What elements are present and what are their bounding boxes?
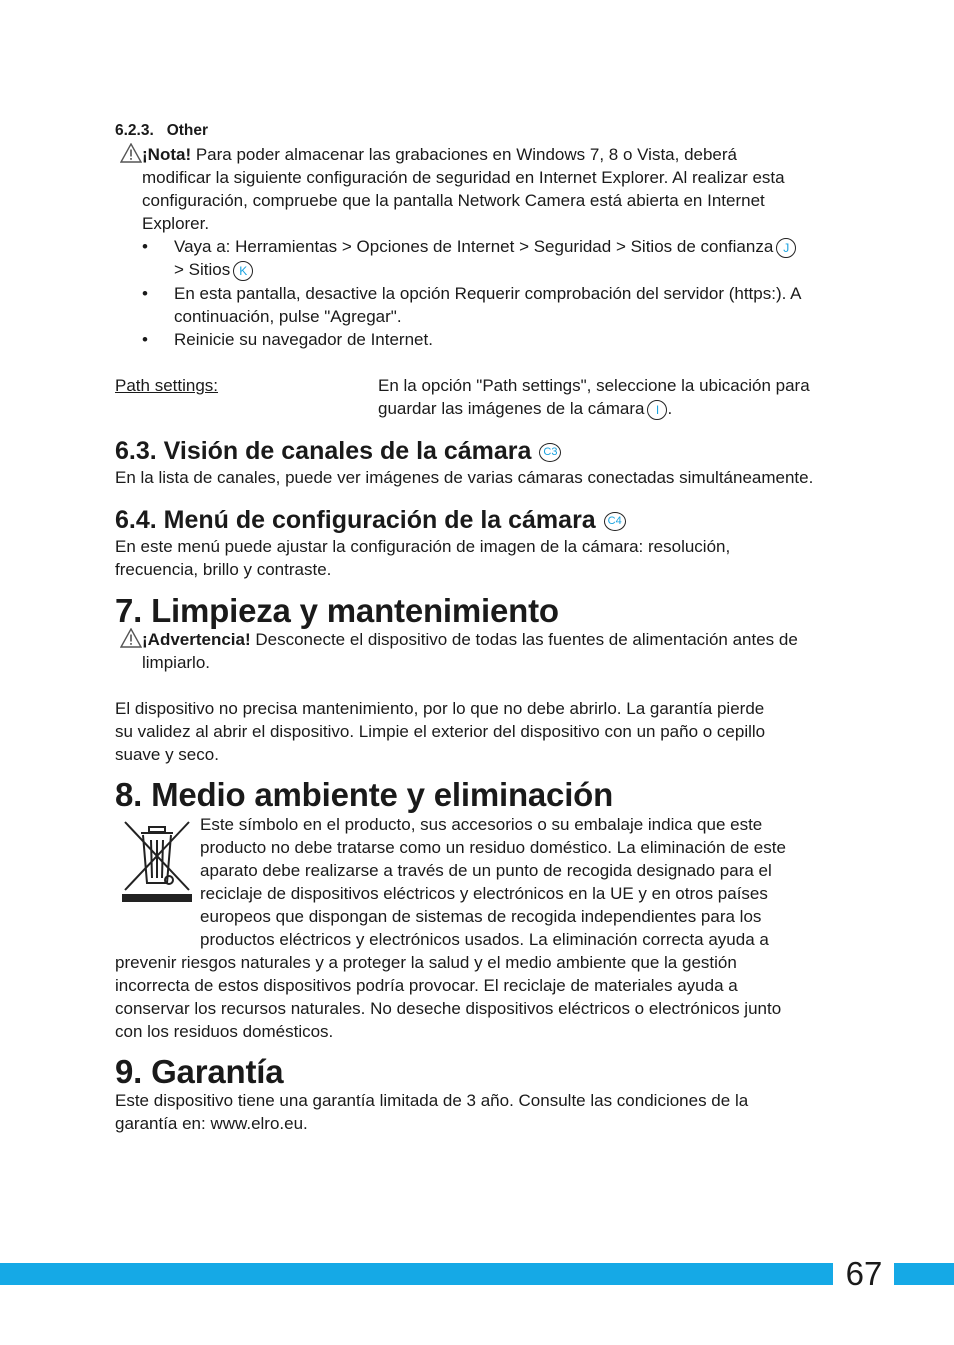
warning-label: ¡Advertencia! xyxy=(142,630,251,649)
section-paragraph: En la lista de canales, puede ver imágenes de varias cámaras conectadas simultáneamente. xyxy=(115,468,814,487)
paragraph-line: Este dispositivo tiene una garantía limitada de 3 año. Consulte las condiciones de la xyxy=(115,1091,749,1110)
figure-ref-badge: I xyxy=(647,400,667,420)
subsection-heading xyxy=(115,122,208,140)
figure-ref-badge: C3 xyxy=(539,443,561,462)
path-text: guardar las imágenes de la cámara xyxy=(378,399,645,418)
footer-bar-left xyxy=(0,1263,833,1285)
note-paragraph xyxy=(142,143,785,235)
note-text: Explorer. xyxy=(142,214,210,233)
warning-icon xyxy=(120,628,142,653)
paragraph-line: incorrecta de estos dispositivos podría provocar. El reciclaje de materiales ayuda a xyxy=(115,976,738,995)
warning-paragraph xyxy=(142,628,798,674)
list-item xyxy=(174,282,801,328)
list-item: Reinicie su navegador de Internet. xyxy=(174,330,433,349)
section-paragraph xyxy=(115,951,781,1043)
paragraph-line: producto no debe tratarse como un residuo doméstico. La eliminación de este xyxy=(200,838,786,857)
note-label: ¡Nota! xyxy=(142,145,192,164)
footer-bar-right xyxy=(894,1263,954,1285)
bullet: • xyxy=(142,284,148,303)
section-title: 6.4. Menú de configuración de la cámara xyxy=(115,506,596,534)
paragraph-line: prevenir riesgos naturales y a proteger la salud y el medio ambiente que la gestión xyxy=(115,953,737,972)
section-heading xyxy=(115,505,626,535)
chapter-heading: 7. Limpieza y mantenimiento xyxy=(115,592,559,629)
bullet: • xyxy=(142,237,148,256)
note-text: modificar la siguiente configuración de seguridad en Internet Explorer. Al realizar esta xyxy=(142,168,785,187)
section-heading xyxy=(115,436,561,466)
note-text: configuración, compruebe que la pantalla Network Camera está abierta en Internet xyxy=(142,191,765,210)
paragraph-line: aparato debe realizarse a través de un punto de recogida designado para el xyxy=(200,861,772,880)
note-text: Para poder almacenar las grabaciones en Windows 7, 8 o Vista, deberá xyxy=(191,145,738,164)
paragraph-line: productos eléctricos y electrónicos usados. La eliminación correcta ayuda a xyxy=(200,930,769,949)
section-paragraph xyxy=(200,813,786,951)
paragraph-line: reciclaje de dispositivos eléctricos y electrónicos en la UE y en otros países xyxy=(200,884,768,903)
weee-icon xyxy=(121,818,193,909)
page-number: 67 xyxy=(845,1255,883,1292)
paragraph-line: europeos que dispongan de sistemas de recogida independientes para los xyxy=(200,907,762,926)
warning-text: limpiarlo. xyxy=(142,653,211,672)
path-text: En la opción "Path settings", seleccione la ubicación para xyxy=(378,376,810,395)
figure-ref-badge: J xyxy=(776,238,796,258)
warning-text: Desconecte el dispositivo de todas las fuentes de alimentación antes de xyxy=(250,630,798,649)
paragraph-line: garantía en: www.elro.eu. xyxy=(115,1114,308,1133)
chapter-heading: 9. Garantía xyxy=(115,1053,284,1090)
path-text: . xyxy=(667,399,673,418)
list-item-text: Vaya a: Herramientas > Opciones de Internet > Seguridad > Sitios de confianza xyxy=(174,237,774,256)
paragraph-line: conservar los recursos naturales. No deseche dispositivos eléctricos o electrónicos junto xyxy=(115,999,782,1018)
list-item-text: En esta pantalla, desactive la opción Requerir comprobación del servidor (https:). A xyxy=(174,284,802,303)
paragraph-line: Este símbolo en el producto, sus accesorios o su embalaje indica que este xyxy=(200,815,763,834)
paragraph-line: suave y seco. xyxy=(115,745,219,764)
section-title: 6.3. Visión de canales de la cámara xyxy=(115,437,532,465)
list-item xyxy=(174,235,796,281)
subsection-title: Other xyxy=(166,122,209,139)
paragraph-line: frecuencia, brillo y contraste. xyxy=(115,560,332,579)
path-settings-label: Path settings: xyxy=(115,376,219,395)
list-item-text: continuación, pulse "Agregar". xyxy=(174,307,402,326)
paragraph-line: su validez al abrir el dispositivo. Limpie el exterior del dispositivo con un paño o cepillo xyxy=(115,722,766,741)
section-paragraph xyxy=(115,697,765,766)
paragraph-line: con los residuos domésticos. xyxy=(115,1022,334,1041)
path-settings-description xyxy=(378,374,810,420)
section-paragraph xyxy=(115,1089,748,1135)
subsection-number: 6.2.3. xyxy=(115,122,154,139)
list-item-text: > Sitios xyxy=(174,260,231,279)
paragraph-line: En este menú puede ajustar la configuración de imagen de la cámara: resolución, xyxy=(115,537,731,556)
chapter-heading: 8. Medio ambiente y eliminación xyxy=(115,776,614,813)
section-paragraph xyxy=(115,535,730,581)
paragraph-line: El dispositivo no precisa mantenimiento, por lo que no debe abrirlo. La garantía pierde xyxy=(115,699,765,718)
figure-ref-badge: C4 xyxy=(604,512,626,531)
figure-ref-badge: K xyxy=(233,261,253,281)
bullet: • xyxy=(142,330,148,349)
warning-icon xyxy=(120,143,142,168)
